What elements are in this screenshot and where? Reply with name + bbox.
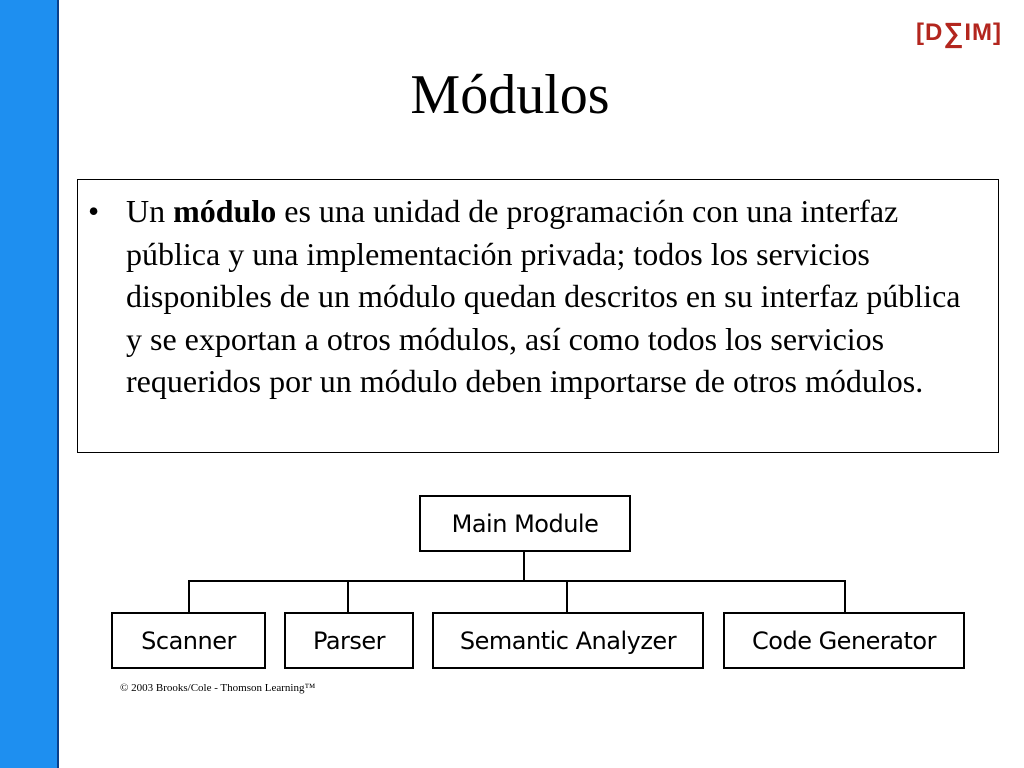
root-stem-line (523, 550, 525, 582)
parser-box: Parser (284, 612, 414, 669)
horizontal-connector-line (188, 580, 846, 582)
analyzer-stem-line (566, 580, 568, 613)
bullet-mark: • (88, 193, 100, 229)
bullet-text-bold: módulo (173, 193, 277, 229)
logo-sigma: ∑ (943, 17, 965, 48)
bullet-text-pre: Un (126, 193, 174, 229)
slide-title: Módulos (410, 64, 610, 126)
parser-stem-line (347, 580, 349, 613)
main-module-box: Main Module (419, 495, 631, 552)
scanner-box: Scanner (111, 612, 266, 669)
semantic-analyzer-box: Semantic Analyzer (432, 612, 704, 669)
logo-left: [D (916, 19, 944, 46)
bullet-text-post: es una unidad de programación con una interfaz pública y una implementación privada; todos los servicios disponibles de un módulo quedan descritos en su interfaz pública y se exportan a otros módulos, así como todos los servicios requeridos por un módulo deben importarse de otros módulos. (126, 193, 961, 400)
scanner-stem-line (188, 580, 190, 613)
copyright-notice: © 2003 Brooks/Cole - Thomson Learning™ (120, 682, 316, 694)
logo-right: IM] (964, 19, 1002, 46)
generator-stem-line (844, 580, 846, 613)
code-generator-box: Code Generator (723, 612, 965, 669)
